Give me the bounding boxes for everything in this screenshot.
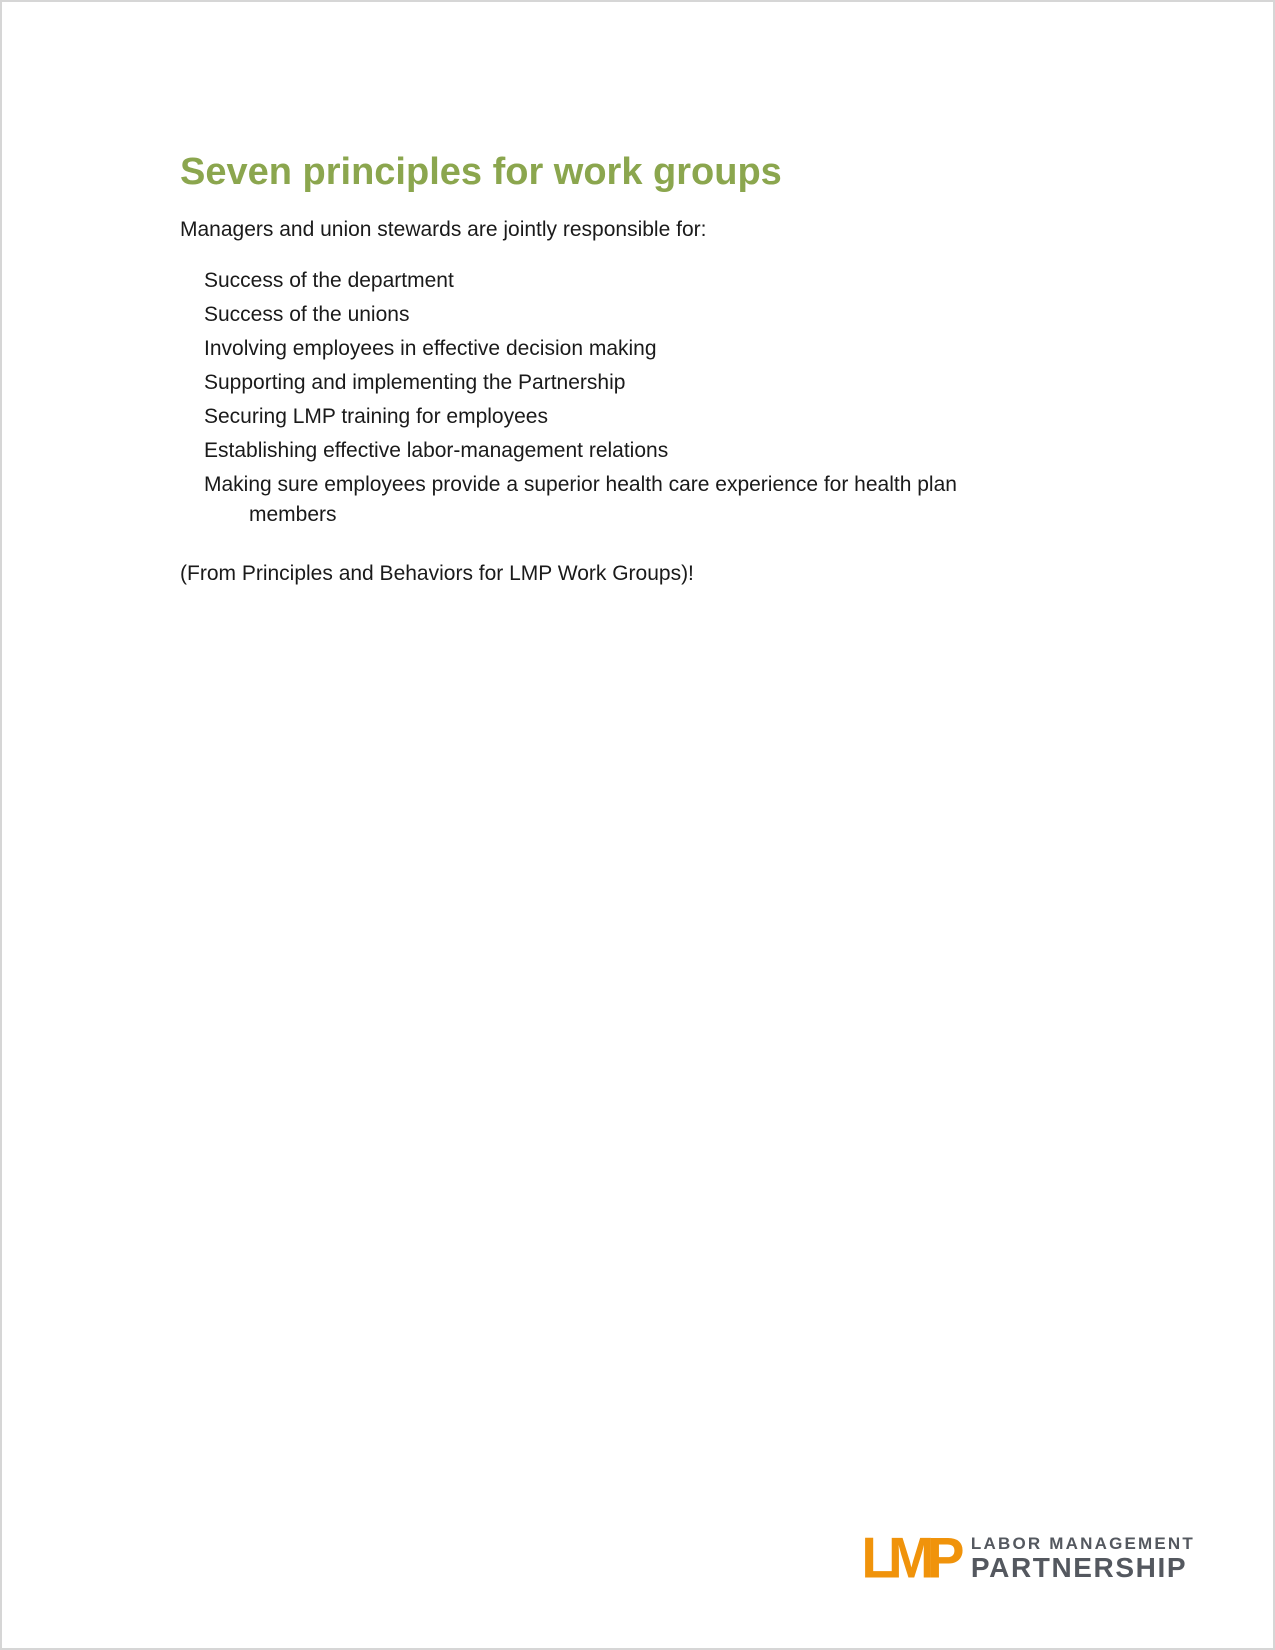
lmp-monogram-icon: LMP (861, 1525, 957, 1590)
principle-item: Securing LMP training for employees (204, 405, 548, 428)
source-note: (From Principles and Behaviors for LMP Work Groups)! (180, 562, 694, 585)
principles-list (180, 266, 1014, 530)
principle-item: Success of the department (204, 269, 454, 292)
principle-item: Involving employees in effective decision making (204, 337, 657, 360)
logo-line-labor-management: LABOR MANAGEMENT (970, 1534, 1195, 1553)
lmp-wordmark (971, 1534, 1195, 1582)
principle-item: Supporting and implementing the Partnership (204, 371, 626, 394)
lmp-logo (861, 1525, 1195, 1590)
principle-item: Establishing effective labor-management relations (204, 439, 669, 462)
principle-item: Making sure employees provide a superior health care experience for health plan members (204, 473, 957, 526)
logo-line-partnership: PARTNERSHIP (970, 1552, 1188, 1583)
document-content (180, 150, 1193, 587)
principle-item: Success of the unions (204, 303, 410, 326)
intro-text: Managers and union stewards are jointly responsible for: (180, 218, 707, 241)
page-title: Seven principles for work groups (180, 151, 782, 193)
